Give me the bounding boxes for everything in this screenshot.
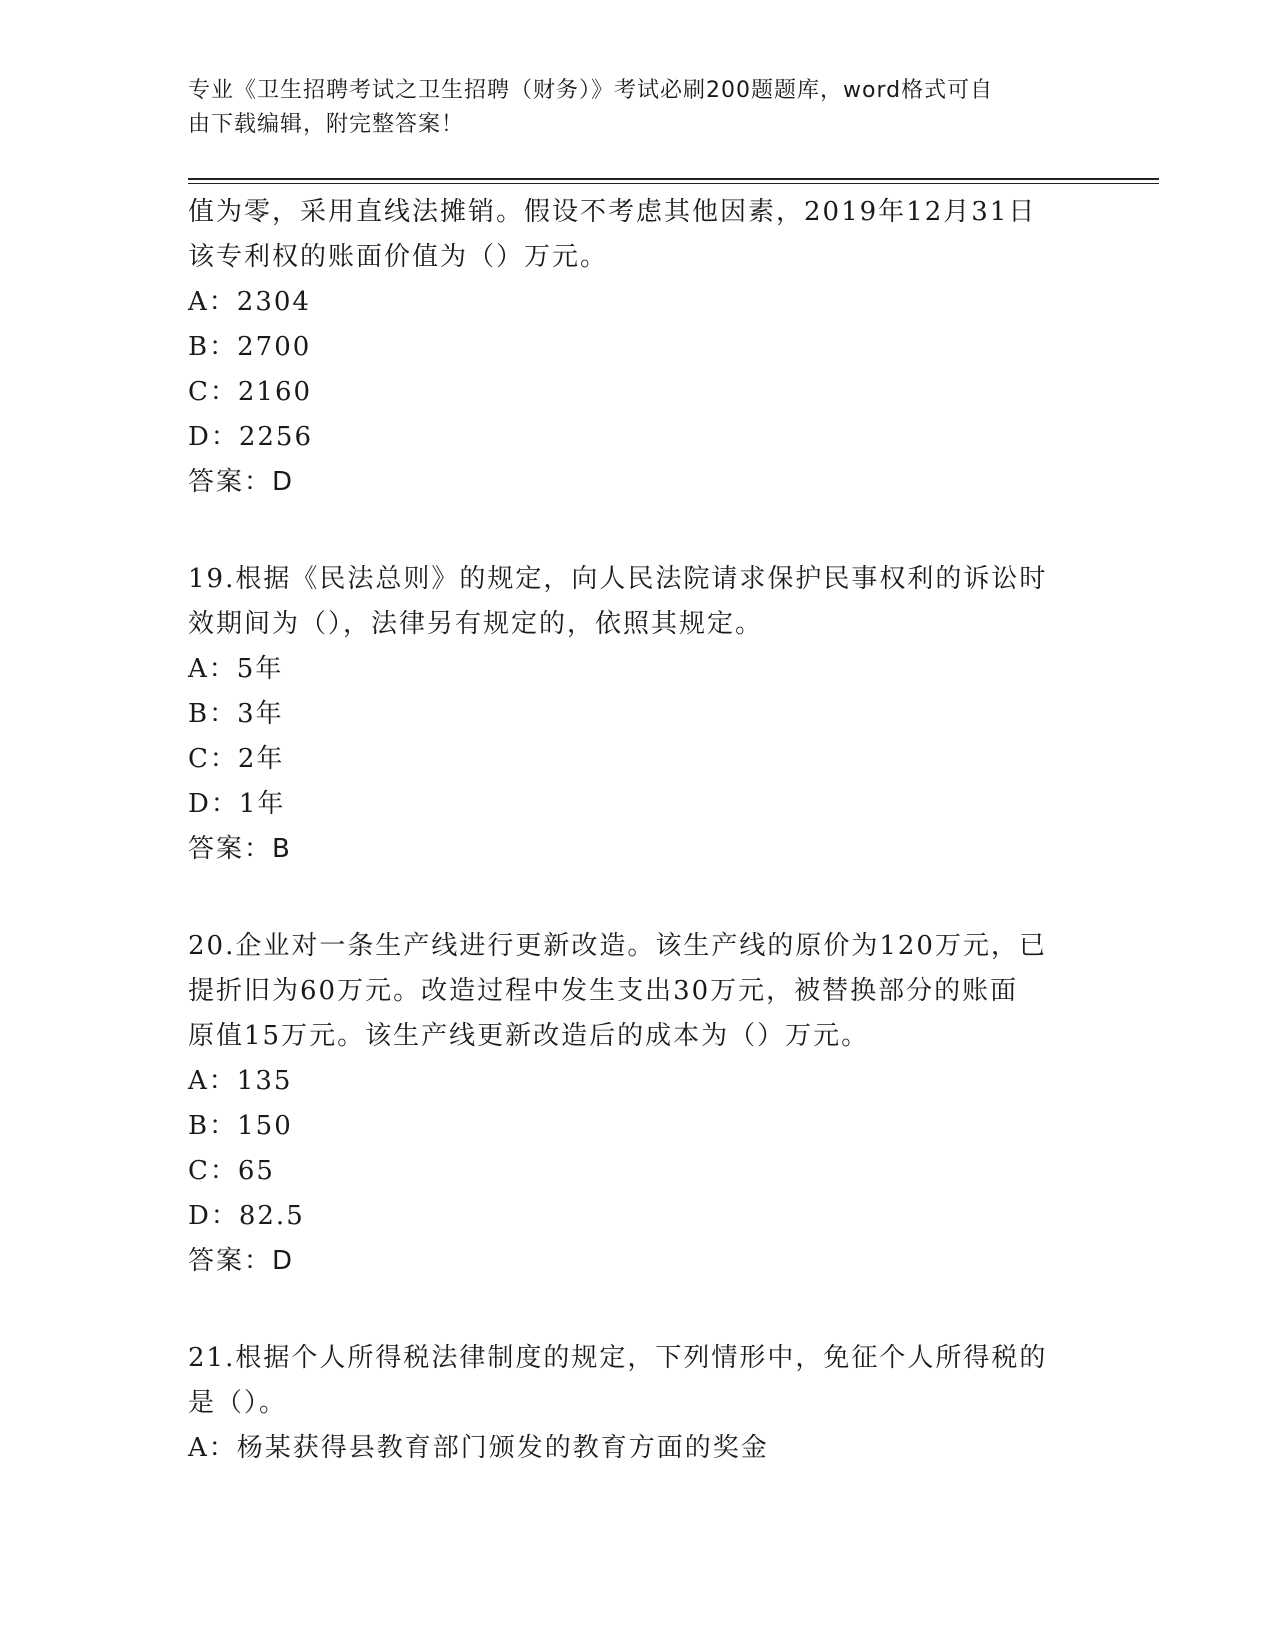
option-a: A：135 bbox=[188, 1066, 293, 1096]
option-a: A：5年 bbox=[188, 654, 284, 684]
option-c: C：65 bbox=[188, 1156, 275, 1186]
question-text: 值为零，采用直线法摊销。假设不考虑其他因素，2019年12月31日 bbox=[188, 197, 1037, 227]
option-b: B：2700 bbox=[188, 332, 312, 362]
option-d: D：82.5 bbox=[188, 1201, 305, 1231]
option-a: A：杨某获得县教育部门颁发的教育方面的奖金 bbox=[188, 1433, 769, 1463]
question-text: 是（）。 bbox=[188, 1388, 288, 1418]
question-block bbox=[188, 924, 1088, 1284]
question-text: 20.企业对一条生产线进行更新改造。该生产线的原价为120万元，已 bbox=[188, 931, 1047, 961]
question-text: 效期间为（），法律另有规定的，依照其规定。 bbox=[188, 609, 764, 639]
option-b: B：150 bbox=[188, 1111, 293, 1141]
page-header bbox=[188, 74, 1088, 142]
question-text: 提折旧为60万元。改造过程中发生支出30万元，被替换部分的账面 bbox=[188, 976, 1019, 1006]
question-block bbox=[188, 1336, 1088, 1471]
option-d: D：2256 bbox=[188, 422, 314, 452]
answer: 答案：D bbox=[188, 467, 295, 497]
question-list bbox=[188, 190, 1088, 1471]
question-text: 原值15万元。该生产线更新改造后的成本为（）万元。 bbox=[188, 1021, 870, 1051]
header-rule bbox=[188, 178, 1159, 180]
question-text: 21.根据个人所得税法律制度的规定，下列情形中，免征个人所得税的 bbox=[188, 1343, 1048, 1373]
option-d: D：1年 bbox=[188, 789, 286, 819]
question-text: 该专利权的账面价值为（）万元。 bbox=[188, 242, 609, 272]
option-c: C：2年 bbox=[188, 744, 285, 774]
answer: 答案：B bbox=[188, 834, 292, 864]
option-b: B：3年 bbox=[188, 699, 284, 729]
answer: 答案：D bbox=[188, 1246, 295, 1276]
question-block bbox=[188, 557, 1088, 872]
question-block bbox=[188, 190, 1088, 505]
header-line-1: 专业《卫生招聘考试之卫生招聘（财务）》考试必刷200题题库，word格式可自 bbox=[188, 78, 994, 103]
header-rule-thin bbox=[188, 183, 1159, 184]
option-c: C：2160 bbox=[188, 377, 313, 407]
option-a: A：2304 bbox=[188, 287, 311, 317]
header-line-2: 由下载编辑，附完整答案！ bbox=[188, 112, 465, 137]
question-text: 19.根据《民法总则》的规定，向人民法院请求保护民事权利的诉讼时 bbox=[188, 564, 1048, 594]
